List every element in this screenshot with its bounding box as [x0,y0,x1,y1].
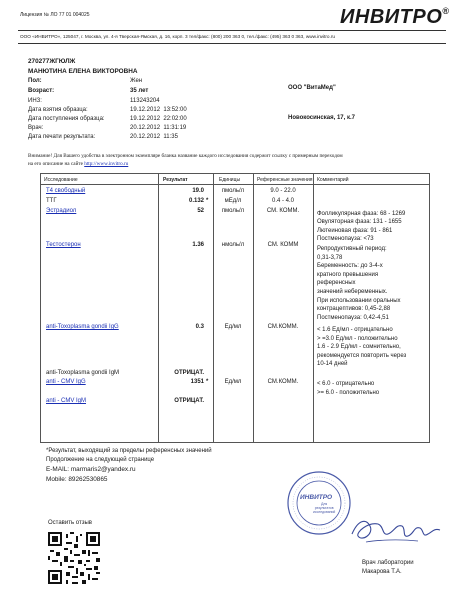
age-label: Возраст: [28,88,55,94]
printed-value: 20.12.2012 11:35 [130,134,178,140]
footnote-out-of-range: *Результат, выходящий за пределы референсных значений [46,448,212,454]
table-row-test-tsh: ТТГ [46,198,57,204]
table-row-units-cmv-igg: Ед/мл [224,379,242,385]
table-row-test-toxo-igm: anti-Toxoplasma gondii IgM [46,370,120,376]
comment-toxo: < 1.6 Ед/мл - отрицательно > =3.0 Ед/мл - положительно 1.6 - 2.9 Ед/мл - сомнительно, рекомендуется повторить через 10-14 дней [317,327,407,368]
header-test: Исследование [44,177,78,183]
taken-label: Дата взятия образца: [28,107,88,113]
table-row-ref-estradiol: СМ. КОММ. [266,208,300,214]
doctor-value: 20.12.2012 11:31:19 [130,125,187,131]
table-row-flag-cmv-igg: * [206,379,209,385]
inz-label: ИНЗ: [28,98,42,104]
comment-testosterone: Репродуктивный период: 0,31-3,78 Беременность: до 3-4-х кратного превышения референсных значений небеременных. При использовании оральных контрацептивов: 0,45-2,88 Постменопауза: 0,42-4,51 [317,246,401,321]
table-row-ref-t4: 9.0 - 22.0 [270,188,296,194]
received-label: Дата поступления образца: [28,116,105,122]
table-row-flag-tsh: * [206,198,209,204]
header-divider-2 [18,43,446,44]
order-number: 270277ЖГЮЛЖ [28,58,76,65]
table-row-ref-cmv-igg: СМ.КОММ. [267,379,299,385]
continued-note: Продолжение на следующей странице [46,457,155,463]
doctor-name: Макарова Т.А. [362,569,402,575]
table-row-test-cmv-igm[interactable]: anti - CMV IgM [46,398,87,404]
header-reference: Референсные значения [257,177,313,183]
table-row-units-tsh: мЕд/л [224,198,242,204]
table-row-ref-testosterone: СМ. КОММ [267,242,299,248]
header-comment: Комментарий [317,177,349,183]
header-result: Результат [163,177,188,183]
brand-logo: ИНВИТРО® [340,6,450,28]
table-row-result-estradiol: 52 [197,208,204,214]
table-row-units-testosterone: нмоль/л [221,242,245,248]
lab-stamp [286,470,352,536]
table-row-result-tsh: 0.132 [188,198,204,204]
inz-value: 113243204 [130,98,160,104]
feedback-label: Оставить отзыв [48,520,92,526]
table-row-ref-toxo-igg: СМ.КОММ. [267,324,299,330]
notice-line-2: на его описание на сайте http://www.invitro.ru [28,161,129,167]
table-row-result-testosterone: 1.36 [192,242,204,248]
taken-value: 19.12.2012 13:52:00 [130,107,187,113]
table-row-units-t4: пмоль/л [221,188,245,194]
company-address: ООО «ИНВИТРО», 125047, г. Москва, ул. 4-я Тверская-Ямская, д. 16, корп. 3 тел/факс: (800) 200 363 0, тел./факс: (495) 363 0 363, www.invitro.ru [20,34,336,39]
table-row-result-toxo-igm: ОТРИЦАТ. [174,370,204,376]
sex-value: Жен [130,78,143,84]
stamp-brand: ИНВИТРО [300,494,333,501]
received-value: 19.12.2012 22:02:00 [130,116,187,122]
table-row-units-estradiol: пмоль/л [221,208,245,214]
table-row-test-t4[interactable]: Т4 свободный [46,188,86,194]
comment-estradiol: Фолликулярная фаза: 68 - 1269 Овуляторная фаза: 131 - 1655 Лютеиновая фаза: 91 - 861 Постменопауза: <73 [317,211,406,243]
table-row-result-cmv-igg: 1351 [190,379,204,385]
sex-label: Пол: [28,78,42,84]
table-row-result-toxo-igg: 0.3 [195,324,204,330]
table-row-result-cmv-igm: ОТРИЦАТ. [174,398,204,404]
stamp-caption: Для результатов исследований [313,502,336,514]
doctor-label: Врач: [28,125,44,131]
table-row-test-testosterone[interactable]: Тестостерон [46,242,81,248]
table-row-ref-tsh: 0.4 - 4.0 [271,198,294,204]
header-units: Единицы [219,177,241,183]
notice-line-1: Внимание! Для Вашего удобства в электронном экземпляре бланка название каждого исследования содержит ссылку с примерным переходом [28,153,343,159]
header-divider [18,30,446,31]
qr-code[interactable] [48,532,100,584]
comment-cmv: < 6.0 - отрицательно >= 6.0 - положительно [317,381,380,396]
contact-email: E-MAIL: marmaris2@yandex.ru [46,466,136,473]
license-text: Лицензия № ЛО 77 01 004025 [20,12,90,18]
table-header-divider [40,184,429,185]
clinic-name: ООО "ВитаМед" [288,85,336,91]
doctor-title: Врач лаборатории [362,560,414,566]
doctor-signature [348,512,444,548]
invitro-link[interactable]: http://www.invitro.ru [84,161,129,167]
table-row-test-estradiol[interactable]: Эстрадиол [46,208,77,214]
clinic-address: Новокосинская, 17, к.7 [288,115,355,121]
table-row-units-toxo-igg: Ед/мл [224,324,242,330]
table-row-result-t4: 19.0 [192,188,204,194]
patient-name: МАНЮТИНА ЕЛЕНА ВИКТОРОВНА [28,68,138,75]
printed-label: Дата печати результата: [28,134,96,140]
age-value: 35 лет [130,88,149,94]
contact-mobile: Mobile: 89262530865 [46,476,108,483]
table-row-test-cmv-igg[interactable]: anti - CMV IgG [46,379,86,385]
table-row-test-toxo-igg[interactable]: anti-Toxoplasma gondii IgG [46,324,119,330]
